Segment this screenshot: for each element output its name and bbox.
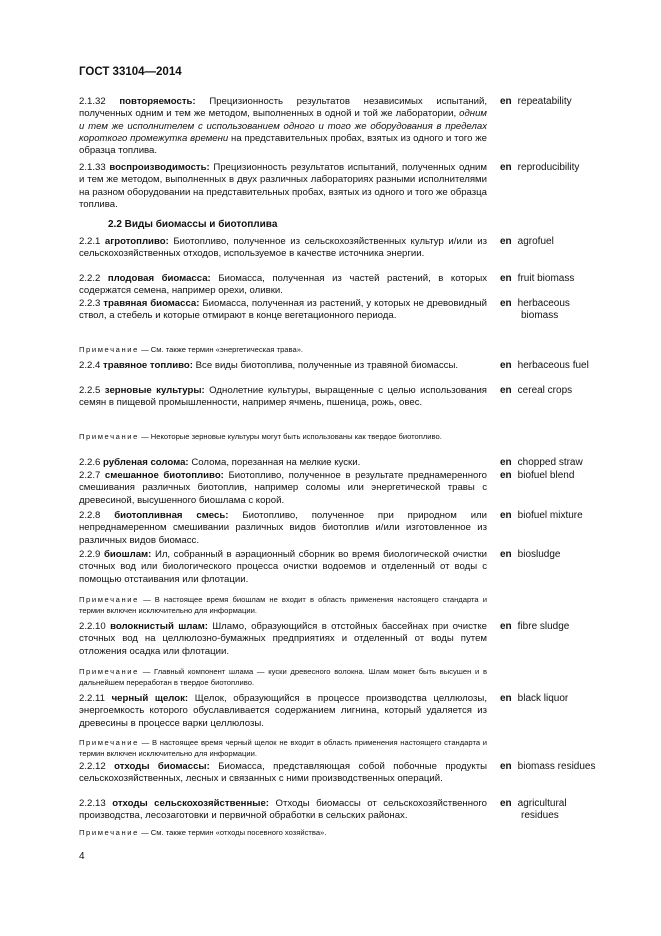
term-entry-2-2-1 [79, 236, 487, 261]
term-number: 2.2.8 [79, 510, 101, 521]
term-name: отходы биомассы: [114, 761, 210, 772]
term-definition-end: на представительных пробах, взятых из одного и того же образца топлива. [79, 132, 487, 157]
term-entry-2-2-7 [79, 470, 487, 507]
en-equivalent: en herbaceous fuel [500, 360, 589, 371]
en-equivalent: en agricultural residues [500, 798, 567, 822]
term-number: 2.2.2 [79, 273, 101, 284]
term-name: волокнистый шлам: [110, 621, 208, 632]
term-definition: Биотопливо, полученное в результате преднамеренного смешивания различных биотоплив, например соломы или энергетической травы с древесиной, высушенного биошлама с корой. [79, 470, 487, 506]
term-number: 2.2.3 [79, 298, 101, 309]
term-definition: Отходы биомассы от сельскохозяйственного производства, лесозаготовки и первичной обработки в сельских районах. [79, 798, 487, 822]
term-entry-2-2-10 [79, 621, 487, 658]
en-equivalent: en repeatability [500, 96, 572, 107]
note: Примечание — Главный компонент шлама — куски древесного волокна. Шлам может быть высушен и в дальнейшем переработан в твердое биотопливо. [79, 667, 487, 687]
term-entry-2-2-9 [79, 549, 487, 586]
term-definition: Биотопливо, полученное из сельскохозяйственных культур и/или из сельскохозяйственных отходов, используемое в качестве источника энергии. [79, 236, 488, 260]
term-number: 2.2.11 [79, 693, 105, 704]
section-heading: 2.2 Виды биомассы и биотоплива [108, 219, 278, 230]
note: Примечание — См. также термин «энергетическая трава». [79, 345, 304, 354]
en-equivalent: en reproducibility [500, 162, 580, 173]
note: Примечание — См. также термин «отходы посевного хозяйства». [79, 828, 327, 837]
term-number: 2.2.13 [79, 798, 106, 809]
term-definition: Биомасса, полученная из частей растений, в которых содержатся семена, например орехи, оливки. [79, 273, 488, 297]
term-name: агротопливо: [104, 236, 169, 247]
term-name: травяное топливо: [103, 360, 193, 371]
term-definition: Щелок, образующийся в процессе производства целлюлозы, энергоемкость которого обуславливается содержанием лигнина, который удаляется из древесины в процессе варки целлюлозы. [79, 693, 487, 729]
term-definition: Солома, порезанная на мелкие куски. [191, 457, 361, 468]
term-number: 2.2.12 [79, 761, 106, 772]
en-equivalent: en fibre sludge [500, 621, 570, 632]
term-number: 2.2.10 [79, 621, 106, 632]
en-equivalent: en biomass residues [500, 761, 596, 772]
en-equivalent: en fruit biomass [500, 273, 575, 284]
term-definition: Однолетние культуры, выращенные с целью использования семян в пищевой промышленности, например ячмень, пшеница, рожь, овес. [79, 385, 487, 409]
term-entry-2-2-2 [79, 273, 487, 298]
term-definition: Биомасса, представляющая собой побочные продукты сельскохозяйственных, лесных и связанных с ними производственных операций. [79, 761, 487, 785]
term-name: смешанное биотопливо: [104, 470, 224, 481]
term-name: зерновые культуры: [104, 385, 205, 396]
term-number: 2.2.9 [79, 549, 101, 560]
term-name: повторяемость: [119, 96, 196, 107]
term-entry-2-2-5 [79, 385, 487, 410]
page-number: 4 [79, 851, 85, 862]
term-number: 2.1.32 [79, 96, 106, 107]
term-entry-2-2-4 [79, 360, 487, 372]
term-definition: Прецизионность результатов независимых испытаний, полученных одним и тем же методом, выполненных в одной и той же лаборатории, [79, 96, 487, 120]
term-entry-2-2-11 [79, 693, 487, 730]
term-number: 2.1.33 [79, 162, 106, 173]
term-definition: Биотопливо, полученное при природном или непреднамеренном смешивании различных видов биотоплив и/или изготовленное из различных видов биомасс. [79, 510, 488, 546]
term-number: 2.2.5 [79, 385, 101, 396]
term-entry-2-2-12 [79, 761, 487, 786]
term-definition-italic: одним и тем же исполнителем с использованием одного и того же оборудования в пределах короткого промежутка времени [79, 108, 487, 144]
note: Примечание — Некоторые зерновые культуры могут быть использованы как твердое биотопливо. [79, 432, 442, 441]
en-equivalent: en chopped straw [500, 457, 583, 468]
note: Примечание — В настоящее время черный щелок не входит в область применения настоящего стандарта и термин включен исключительно для информации. [79, 738, 487, 758]
term-number: 2.2.6 [79, 457, 101, 468]
term-definition: Прецизионность результатов испытаний, полученных одним и тем же методом, выполненных в двух различных лабораториях разными исполнителями на разном оборудовании на представительных пробах, взятых из одного и того же образца топлива. [79, 162, 487, 210]
term-number: 2.2.4 [79, 360, 101, 371]
term-name: черный щелок: [111, 693, 189, 704]
en-equivalent: en biofuel mixture [500, 510, 583, 521]
term-definition: Биомасса, полученная из растений, у которых не древовидный ствол, а стебель и которые отмирают в конце вегетационного периода. [79, 298, 487, 322]
term-definition: Шламо, образующийся в отстойных бассейнах при очистке сточных вод на целлюлозно-бумажных предприятиях и отделенный от воды путем отложения осадка или флотации. [79, 621, 487, 657]
en-equivalent: en agrofuel [500, 236, 554, 247]
term-name: отходы сельскохозяйственные: [112, 798, 269, 809]
term-entry-2-2-13 [79, 798, 487, 823]
term-entry-2-2-6 [79, 457, 487, 469]
term-entry-2-2-8 [79, 510, 487, 547]
term-name: рубленая солома: [103, 457, 189, 468]
en-equivalent: en black liquor [500, 693, 569, 704]
en-equivalent: en biofuel blend [500, 470, 575, 481]
term-definition: Все виды биотоплива, полученные из травяной биомассы. [195, 360, 459, 371]
en-equivalent: en biosludge [500, 549, 561, 560]
note: Примечание — В настоящее время биошлам не входит в область применения настоящего стандарта и термин включен исключительно для информации. [79, 595, 487, 615]
term-name: травяная биомасса: [103, 298, 200, 309]
term-name: воспроизводимость: [109, 162, 210, 173]
term-definition: Ил, собранный в аэрационный сборник во время биологической очистки сточных вод или биологического процесса очистки водоемов и отделенный от воды с помощью отстаивания или флотации. [79, 549, 488, 585]
en-equivalent: en cereal crops [500, 385, 573, 396]
term-entry-2-1-32 [79, 96, 487, 157]
term-name: биотопливная смесь: [114, 510, 229, 521]
term-number: 2.2.7 [79, 470, 101, 481]
term-name: плодовая биомасса: [107, 273, 211, 284]
term-number: 2.2.1 [79, 236, 101, 247]
term-entry-2-1-33 [79, 162, 487, 211]
term-name: биошлам: [103, 549, 152, 560]
term-entry-2-2-3 [79, 298, 487, 323]
document-header: ГОСТ 33104—2014 [79, 66, 182, 78]
en-equivalent: en herbaceous biomass [500, 298, 570, 322]
